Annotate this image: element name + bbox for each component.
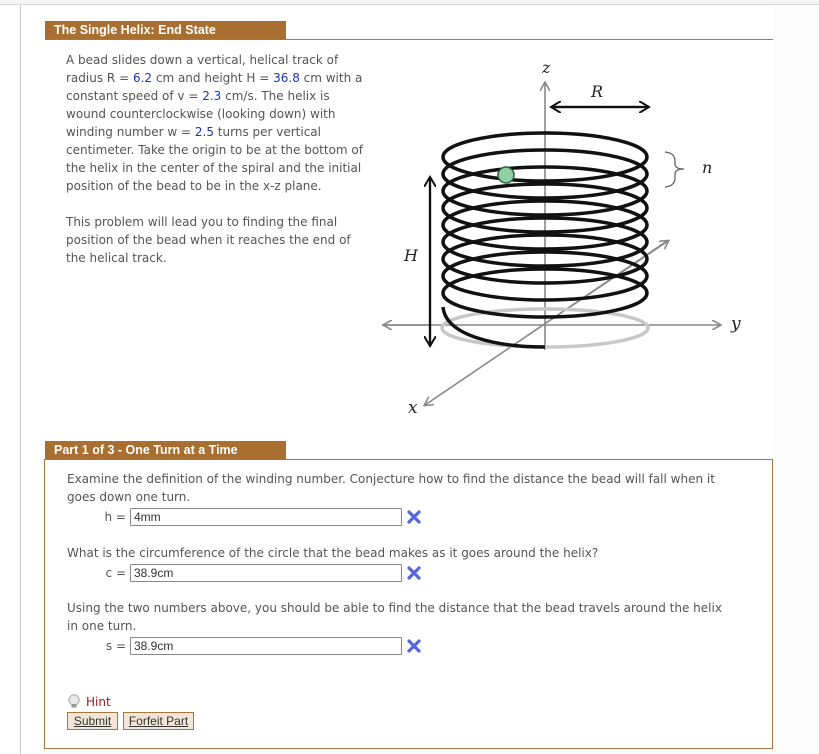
z-axis-label: z xyxy=(542,58,551,77)
question-text: goes down one turn. xyxy=(67,490,191,504)
answer-label: s = xyxy=(105,639,126,653)
header-rule xyxy=(286,39,773,40)
part-header: Part 1 of 3 - One Turn at a Time xyxy=(45,441,286,460)
problem-title: The Single Helix: End State xyxy=(45,21,286,40)
bead xyxy=(498,167,514,183)
text: constant speed of v = xyxy=(66,89,203,103)
text: cm and height H = xyxy=(152,71,274,85)
text: turns per vertical xyxy=(213,125,321,139)
helix-diagram xyxy=(370,45,770,425)
height-label: H xyxy=(404,246,418,265)
text: position of the bead to be in the x-z plane. xyxy=(66,179,322,193)
answer-label: h = xyxy=(104,510,126,524)
question-text: Examine the definition of the winding number. Conjecture how to find the distance the bead will fall when it xyxy=(67,472,715,486)
answer-row-h xyxy=(67,507,421,527)
question-h xyxy=(67,470,757,506)
c-answer-input[interactable] xyxy=(130,564,402,582)
browser-top-strip xyxy=(0,0,819,5)
intro-line xyxy=(66,177,386,195)
intro-line xyxy=(66,51,386,69)
question-text: in one turn. xyxy=(67,619,137,633)
question-text: Using the two numbers above, you should be able to find the distance that the bead travels around the helix xyxy=(67,601,722,615)
answer-label: c = xyxy=(105,566,126,580)
helix-figure xyxy=(370,45,770,425)
problem-statement xyxy=(66,51,386,267)
intro-line xyxy=(66,69,386,87)
incorrect-x-icon xyxy=(407,639,421,653)
s-answer-input[interactable] xyxy=(130,637,402,655)
radius-label: R xyxy=(591,82,604,101)
height-value: 36.8 xyxy=(273,71,300,85)
intro-line xyxy=(66,123,386,141)
question-text: What is the circumference of the circle that the bead makes as it goes around the helix? xyxy=(67,546,599,560)
text: the helix in the center of the spiral and the initial xyxy=(66,161,362,175)
radius-value: 6.2 xyxy=(132,71,153,85)
text: radius R = xyxy=(66,71,133,85)
header-rule-left xyxy=(45,39,286,40)
incorrect-x-icon xyxy=(407,566,421,580)
text: cm/s. The helix is xyxy=(221,89,330,103)
forfeit-part-button[interactable]: Forfeit Part xyxy=(123,712,194,730)
x-axis-label: x xyxy=(408,398,418,418)
lightbulb-icon xyxy=(67,694,81,709)
text: position of the bead when it reaches the end of xyxy=(66,233,351,247)
winding-value: 2.5 xyxy=(194,125,214,139)
right-margin xyxy=(773,5,819,754)
intro-line xyxy=(66,213,386,231)
submit-button[interactable]: Submit xyxy=(67,712,118,730)
intro-line xyxy=(66,141,386,159)
question-s xyxy=(67,599,757,635)
question-c xyxy=(67,544,757,562)
intro-line xyxy=(66,231,386,249)
hint-link[interactable] xyxy=(67,694,111,709)
n-label: n xyxy=(702,158,713,177)
text: winding number w = xyxy=(66,125,195,139)
answer-row-s xyxy=(67,636,421,656)
intro-line xyxy=(66,159,386,177)
intro-line xyxy=(66,249,386,267)
text: wound counterclockwise (looking down) with xyxy=(66,107,336,121)
left-divider xyxy=(20,5,21,754)
hint-label[interactable]: Hint xyxy=(86,694,111,709)
text: cm with a xyxy=(299,71,363,85)
answer-row-c xyxy=(67,563,421,583)
speed-value: 2.3 xyxy=(202,89,222,103)
text: This problem will lead you to finding the final xyxy=(66,215,338,229)
h-answer-input[interactable] xyxy=(130,508,402,526)
text: the helical track. xyxy=(66,251,167,265)
incorrect-x-icon xyxy=(407,510,421,524)
text: centimeter. Take the origin to be at the bottom of xyxy=(66,143,363,157)
intro-line xyxy=(66,105,386,123)
intro-line xyxy=(66,87,386,105)
y-axis-label: y xyxy=(731,314,741,334)
text: A bead slides down a vertical, helical track of xyxy=(66,53,339,67)
